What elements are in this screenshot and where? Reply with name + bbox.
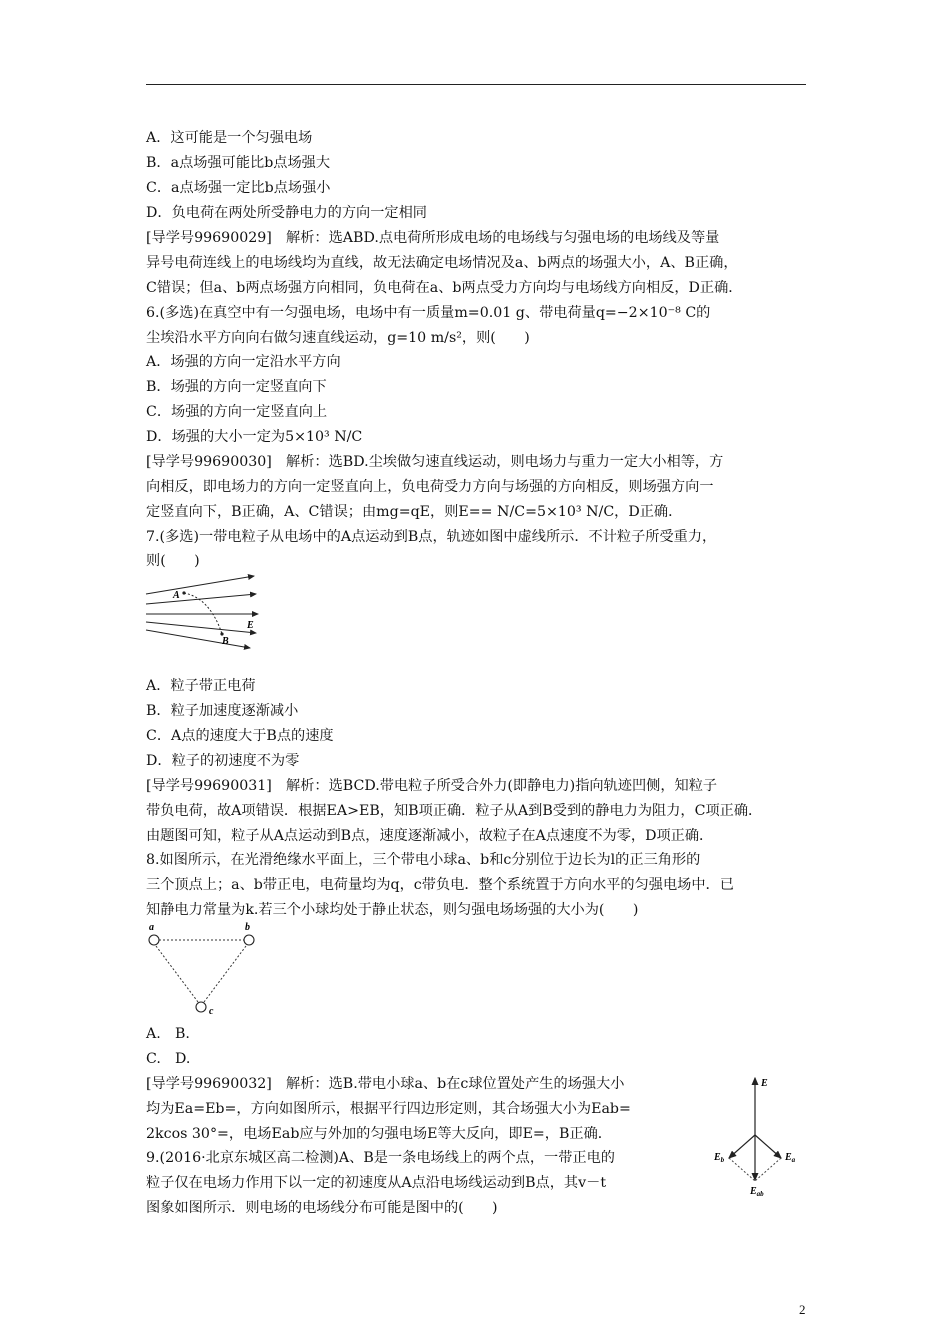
q8-stem-line-3: 知静电力常量为k.若三个小球均处于静止状态，则匀强电场场强的大小为( ) — [146, 902, 639, 918]
q6-option-a: A．场强的方向一定沿水平方向 — [146, 354, 341, 370]
q8-stem-line-2: 三个顶点上；a、b带正电，电荷量均为q，c带负电．整个系统置于方向水平的匀强电场中．已 — [146, 877, 734, 893]
q8-stem-line-1: 8.如图所示，在光滑绝缘水平面上，三个带电小球a、b和c分别位于边长为l的正三角形的 — [146, 852, 701, 868]
q6-solution-line-1: [导学号99690030] 解析：选BD.尘埃做匀速直线运动，则电场力与重力一定大小相等，方 — [146, 454, 724, 470]
label-e: E — [247, 620, 254, 631]
field-line-2 — [146, 594, 256, 604]
q8-solution-line-2: 均为Ea=Eb=，方向如图所示，根据平行四边形定则，其合场强大小为Eab= — [146, 1101, 631, 1117]
q8-solution-line-3: 2kcos 30°=，电场Eab应与外加的匀强电场E等大反向，即E=，B正确． — [146, 1126, 612, 1142]
header-rule — [146, 84, 806, 85]
q6-option-b: B．场强的方向一定竖直向下 — [146, 379, 327, 395]
q7-option-a: A．粒子带正电荷 — [146, 678, 256, 694]
q6-option-c: C．场强的方向一定竖直向上 — [146, 404, 328, 420]
vector-ea — [755, 1135, 781, 1158]
q9-stem-line-1: 9.(2016·北京东城区高二检测)A、B是一条电场线上的两个点，一带正电的 — [146, 1150, 615, 1166]
label-eab: $E_{ab}$ — [750, 1186, 764, 1198]
label-eb: $E_b$ — [714, 1152, 725, 1164]
q7-stem-line-2: 则( ) — [146, 553, 200, 569]
field-line-5 — [146, 630, 250, 648]
parallelogram-right — [755, 1158, 781, 1181]
q7-option-c: C．A点的速度大于B点的速度 — [146, 728, 334, 744]
q7-stem-line-1: 7.(多选)一带电粒子从电场中的A点运动到B点，轨迹如图中虚线所示．不计粒子所受重力， — [146, 529, 717, 545]
q6-stem-line-1: 6.(多选)在真空中有一匀强电场，电场中有一质量m=0.01 g、带电荷量q=−2×10⁻⁸ C的 — [146, 305, 711, 321]
label-a: a — [149, 922, 154, 933]
q6-solution-line-2: 向相反，即电场力的方向一定竖直向上，负电荷受力方向与场强的方向相反，则场强方向一 — [146, 479, 714, 495]
q7-field-figure — [146, 572, 266, 647]
q5-option-d: D．负电荷在两处所受静电力的方向一定相同 — [146, 205, 427, 221]
q8-solution-line-1: [导学号99690032] 解析：选B.带电小球a、b在c球位置处产生的场强大小 — [146, 1076, 625, 1092]
q5-solution-line-1: [导学号99690029] 解析：选ABD.点电荷所形成电场的电场线与匀强电场的电场线及等量 — [146, 230, 720, 246]
q7-option-d: D．粒子的初速度不为零 — [146, 753, 300, 769]
q7-option-b: B．粒子加速度逐渐减小 — [146, 703, 299, 719]
field-line-4 — [146, 622, 256, 633]
q7-solution-line-3: 由题图可知，粒子从A点运动到B点，速度逐渐减小，故粒子在A点速度不为零，D项正确． — [146, 828, 714, 844]
side-bc — [204, 946, 246, 1002]
ball-c — [196, 1002, 206, 1012]
field-line-1 — [146, 576, 254, 594]
point-a-dot — [182, 591, 185, 594]
ball-b — [244, 935, 254, 945]
label-ea: $E_a$ — [785, 1152, 796, 1164]
label-c: c — [209, 1006, 214, 1017]
q5-solution-line-3: C错误；但a、b两点场强方向相同，负电荷在a、b两点受力方向均与电场线方向相反，D正确． — [146, 280, 743, 296]
q5-solution-line-2: 异号电荷连线上的电场线均为直线，故无法确定电场情况及a、b两点的场强大小，A、B正确， — [146, 255, 738, 271]
label-b: B — [222, 636, 229, 647]
q7-solution-line-1: [导学号99690031] 解析：选BCD.带电粒子所受合外力(即静电力)指向轨迹凹侧，知粒子 — [146, 778, 718, 794]
label-b: b — [245, 922, 250, 933]
q9-stem-line-3: 图象如图所示．则电场的电场线分布可能是图中的( ) — [146, 1200, 498, 1216]
q5-option-b: B．a点场强可能比b点场强大 — [146, 155, 331, 171]
q7-solution-line-2: 带负电荷，故A项错误．根据EA>EB，知B项正确．粒子从A到B受到的静电力为阻力，C项正确． — [146, 803, 763, 819]
q6-solution-line-3: 定竖直向下，B正确，A、C错误；由mg=qE，则E== N/C=5×10³ N/C，D正确． — [146, 504, 683, 520]
q8-options-cd: C. D. — [146, 1051, 191, 1067]
q8-options-ab: A. B. — [146, 1026, 190, 1042]
q8-triangle-figure — [146, 920, 262, 1018]
side-ac — [156, 946, 198, 1002]
parallelogram-left — [729, 1158, 755, 1181]
q5-option-a: A．这可能是一个匀强电场 — [146, 130, 313, 146]
q9-stem-line-2: 粒子仅在电场力作用下以一定的初速度从A点沿电场线运动到B点，其v－t — [146, 1175, 607, 1191]
ball-a — [149, 935, 159, 945]
page-number: 2 — [799, 1302, 806, 1317]
q6-stem-line-2: 尘埃沿水平方向向右做匀速直线运动，g=10 m/s²，则( ) — [146, 330, 530, 346]
label-e: E — [761, 1078, 768, 1089]
q5-option-c: C．a点场强一定比b点场强小 — [146, 180, 331, 196]
vector-eb — [729, 1135, 755, 1158]
q6-option-d: D．场强的大小一定为5×10³ N/C — [146, 429, 363, 445]
q9-vector-figure — [712, 1072, 808, 1200]
label-a: A — [173, 590, 180, 601]
